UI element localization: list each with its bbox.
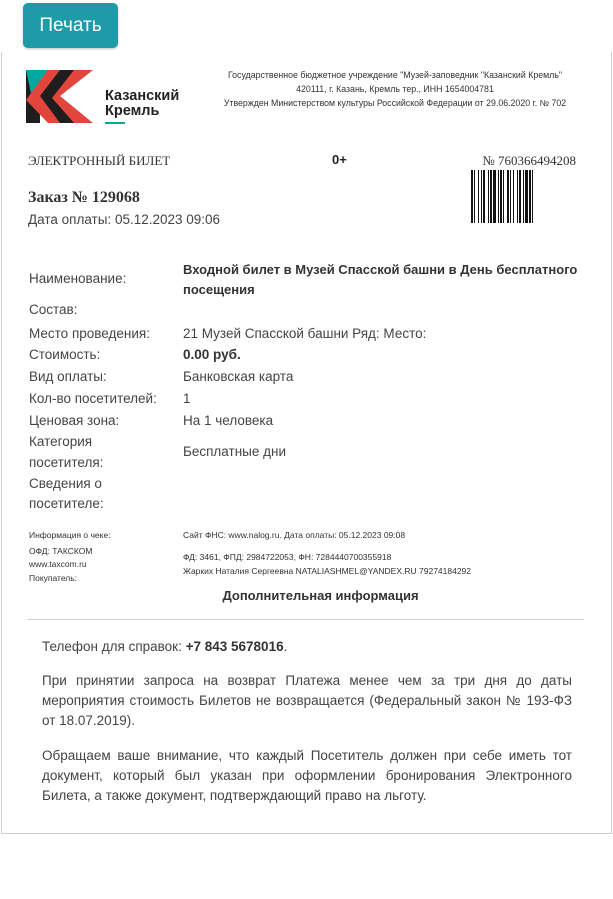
visitor-info-label-1: Сведения о [29, 476, 102, 491]
logo-text [105, 89, 179, 119]
e-ticket-label: ЭЛЕКТРОННЫЙ БИЛЕТ [28, 153, 171, 168]
visitor-category-label-2: посетителя: [29, 455, 104, 470]
org-line-3: Утвержден Министерством культуры Российской Федерации от 29.06.2020 г. № 702 [223, 98, 567, 108]
phone-number: +7 843 5678016 [185, 639, 284, 654]
price-zone-label: Ценовая зона: [29, 413, 120, 428]
divider [28, 619, 584, 620]
ticket-number: № 760366494208 [482, 153, 576, 168]
buyer-value: Жарких Наталия Сергеевна NATALIASHMEL@YANDEX.RU 79274184292 [183, 566, 472, 576]
cost-label: Стоимость: [29, 347, 101, 362]
visitors-count-label: Кол-во посетителей: [29, 391, 157, 406]
org-line-2: 420111, г. Казань, Кремль тер., ИНН 1654004781 [296, 84, 494, 94]
visitor-category-value: Бесплатные дни [183, 444, 286, 459]
print-button[interactable]: Печать [23, 3, 118, 48]
barcode [471, 170, 576, 223]
visitor-category-label-1: Категория [29, 434, 93, 449]
organization-info [205, 68, 585, 110]
ofd-name: ОФД: ТАКСКОМ [29, 546, 93, 556]
composition-label: Состав: [29, 302, 78, 317]
fiscal-line: ФД: 3461, ФПД: 2984722053, ФН: 7284440700355918 [183, 552, 392, 562]
payment-date: Дата оплаты: 05.12.2023 09:06 [28, 212, 221, 227]
receipt-info-label: Информация о чеке: [29, 530, 111, 540]
kazan-kremlin-logo [26, 70, 96, 123]
logo-line-1: Казанский [105, 88, 180, 104]
payment-type-label: Вид оплаты: [29, 369, 107, 384]
logo-line-2: Кремль [105, 103, 160, 119]
fns-line: Сайт ФНС: www.nalog.ru. Дата оплаты: 05.12.2023 09:08 [183, 530, 406, 540]
payment-type-value: Банковская карта [183, 369, 294, 384]
age-rating: 0+ [332, 152, 347, 167]
ofd-site: www.taxcom.ru [29, 559, 87, 569]
document-paragraph: Обращаем ваше внимание, что каждый Посетитель должен при себе иметь тот документ, который был указан при оформлении бронирования Электронного Билета, а также документ, подтверждающий право на льготу. [42, 748, 572, 803]
additional-info-title: Дополнительная информация [222, 588, 419, 603]
venue-label: Место проведения: [29, 326, 150, 341]
visitors-count-value: 1 [183, 391, 191, 406]
phone-line [42, 637, 572, 657]
visitor-info-label-2: посетителе: [29, 496, 104, 511]
refund-paragraph: При принятии запроса на возврат Платежа менее чем за три дня до даты мероприятия стоимость Билетов не возвращается (Федеральный закон № 193-ФЗ от 18.07.2019). [42, 673, 572, 728]
phone-suffix: . [283, 639, 288, 654]
order-title: Заказ № 129068 [28, 189, 140, 206]
name-label: Наименование: [29, 271, 127, 286]
name-value: Входной билет в Музей Спасской башни в День бесплатного посещения [183, 262, 578, 297]
venue-value: 21 Музей Спасской башни Ряд: Место: [183, 326, 427, 341]
phone-label: Телефон для справок: [42, 639, 182, 654]
buyer-label: Покупатель: [29, 573, 78, 583]
org-line-1: Государственное бюджетное учреждение "Музей-заповедник "Казанский Кремль" [227, 70, 562, 80]
logo-underline [105, 122, 125, 124]
price-zone-value: На 1 человека [183, 413, 274, 428]
cost-value: 0.00 руб. [183, 347, 241, 362]
